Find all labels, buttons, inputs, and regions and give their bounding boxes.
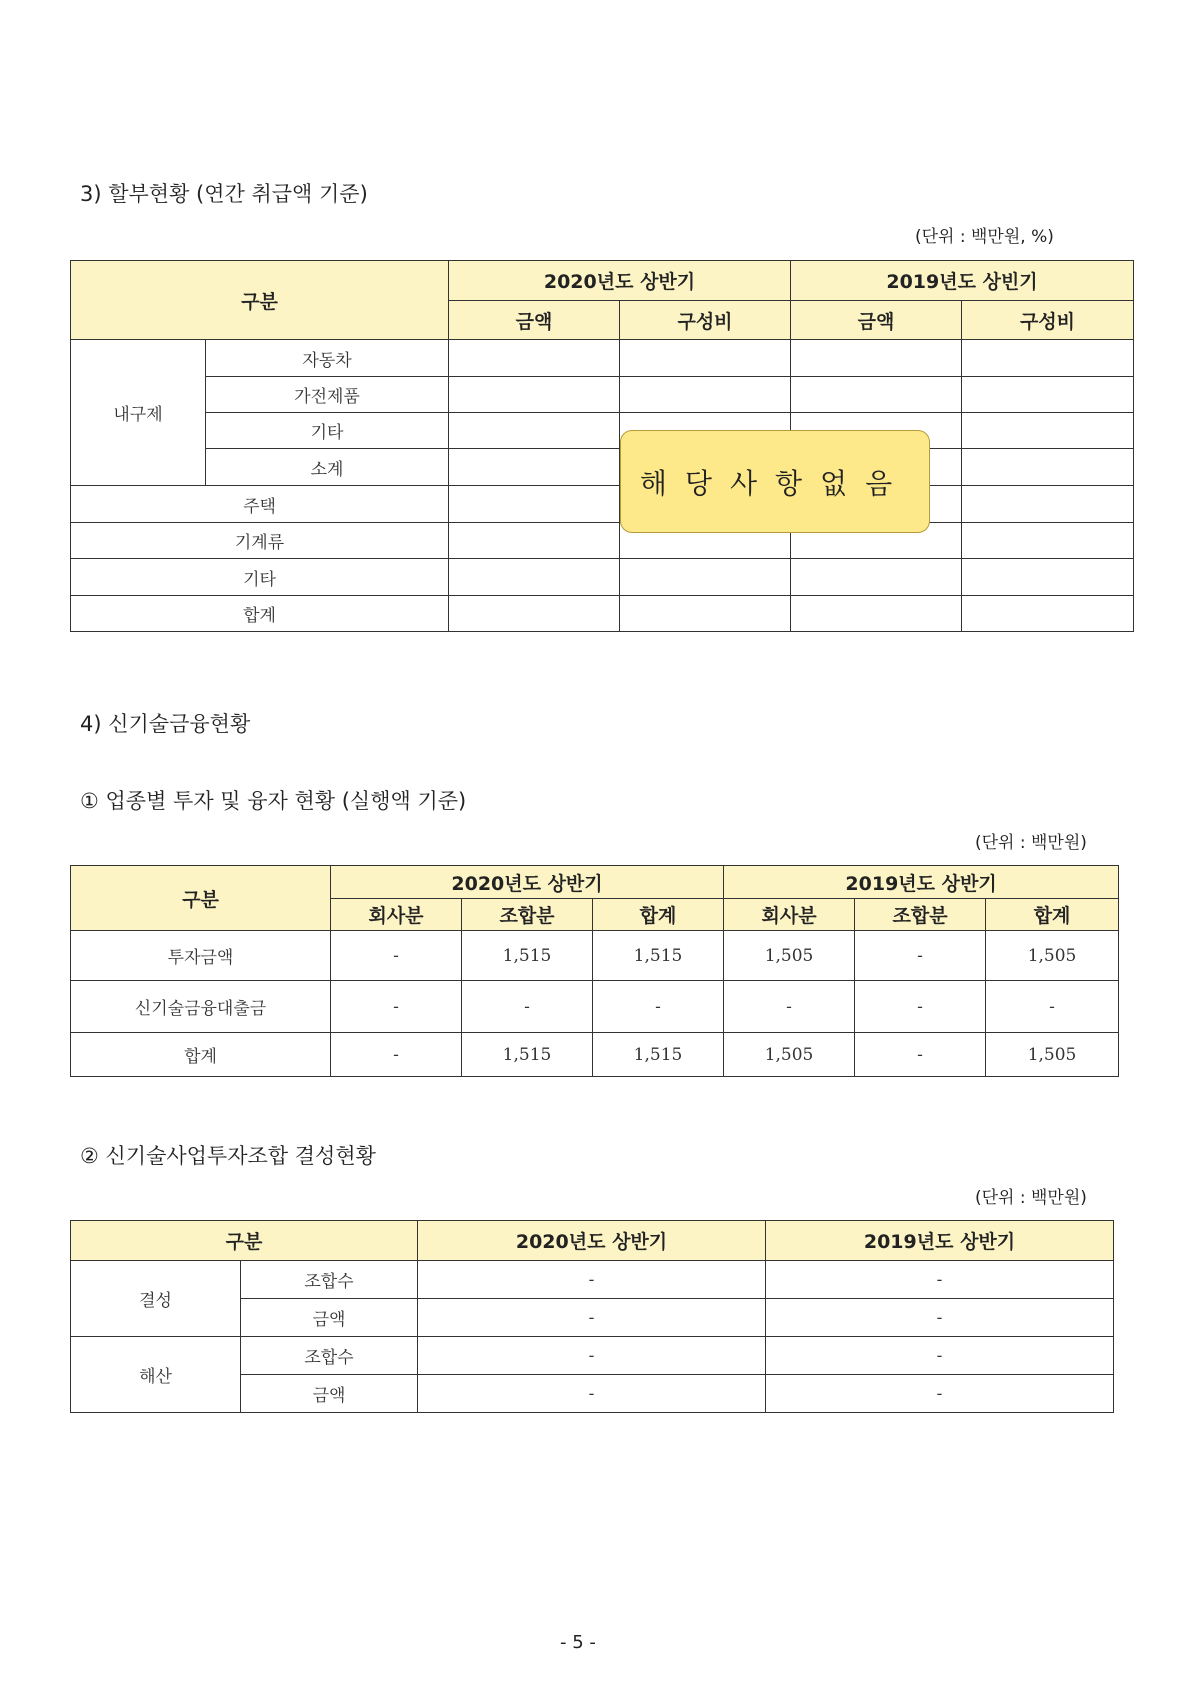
- cell-value: 1,505: [724, 1033, 855, 1077]
- header-2020: 2020년도 상반기: [418, 1221, 766, 1261]
- header-amount-2019: 금액: [791, 301, 962, 340]
- section4-title: 4) 신기술금융현황: [80, 712, 251, 736]
- cell-value: 1,515: [593, 1033, 724, 1077]
- row-label-count: 조합수: [241, 1261, 418, 1299]
- cell-value: -: [855, 931, 986, 981]
- cell-value: -: [418, 1375, 766, 1413]
- header-gubun: 구분: [71, 1221, 418, 1261]
- cell-value: -: [418, 1261, 766, 1299]
- cell-value: -: [418, 1337, 766, 1375]
- table-row: [71, 931, 1119, 981]
- row-label: 합계: [71, 1033, 331, 1077]
- header-2019: 2019년도 상빈기: [791, 261, 1134, 301]
- row-label-count: 조합수: [241, 1337, 418, 1375]
- header-gubun: 구분: [71, 261, 449, 340]
- row-label-housing: 주택: [71, 486, 449, 523]
- row-label: 투자금액: [71, 931, 331, 981]
- cell-value: 1,505: [986, 1033, 1119, 1077]
- row-label-amount: 금액: [241, 1299, 418, 1337]
- row-label-car: 자동차: [206, 340, 449, 377]
- cell-value: -: [766, 1337, 1114, 1375]
- header-company-2020: 회사분: [331, 899, 462, 931]
- cell-value: 1,505: [724, 931, 855, 981]
- sub2-unit: (단위 : 백만원): [975, 1188, 1087, 1208]
- header-2019: 2019년도 상반기: [724, 866, 1119, 899]
- header-gubun: 구분: [71, 866, 331, 931]
- cell-value: -: [766, 1299, 1114, 1337]
- cell-value: -: [766, 1375, 1114, 1413]
- cell-value: -: [331, 931, 462, 981]
- cell-value: 1,515: [462, 931, 593, 981]
- installment-table: [70, 260, 1134, 632]
- header-2019: 2019년도 상반기: [766, 1221, 1114, 1261]
- row-label-appliance: 가전제품: [206, 377, 449, 413]
- row-group-dissolved: 해산: [71, 1337, 241, 1413]
- header-sum-2019: 합계: [986, 899, 1119, 931]
- sub1-title: ① 업종별 투자 및 융자 현황 (실행액 기준): [80, 789, 467, 813]
- sub2-title: ② 신기술사업투자조합 결성현황: [80, 1144, 376, 1168]
- row-label-other: 기타: [206, 413, 449, 449]
- cell-value: -: [418, 1299, 766, 1337]
- header-ratio-2019: 구성비: [962, 301, 1134, 340]
- sub1-unit: (단위 : 백만원): [975, 833, 1087, 853]
- row-label-other2: 기타: [71, 559, 449, 596]
- row-label: 신기술금융대출금: [71, 981, 331, 1033]
- header-amount-2020: 금액: [449, 301, 620, 340]
- cell-value: -: [855, 981, 986, 1033]
- fund-formation-table: [70, 1220, 1114, 1413]
- table-row: [71, 981, 1119, 1033]
- section3-title: 3) 할부현황 (연간 취급액 기준): [80, 182, 368, 206]
- cell-value: 1,505: [986, 931, 1119, 981]
- page-number: - 5 -: [560, 1632, 596, 1653]
- table-row: [71, 1033, 1119, 1077]
- cell-value: -: [462, 981, 593, 1033]
- row-label-amount: 금액: [241, 1375, 418, 1413]
- header-sum-2020: 합계: [593, 899, 724, 931]
- row-group-durable: 내구제: [71, 340, 206, 486]
- not-applicable-stamp: 해당사항없음: [620, 430, 930, 533]
- row-label-total: 합계: [71, 596, 449, 632]
- cell-value: -: [331, 1033, 462, 1077]
- cell-value: 1,515: [593, 931, 724, 981]
- header-2020: 2020년도 상반기: [331, 866, 724, 899]
- cell-value: -: [766, 1261, 1114, 1299]
- cell-value: -: [855, 1033, 986, 1077]
- cell-value: -: [724, 981, 855, 1033]
- cell-value: -: [593, 981, 724, 1033]
- section3-unit: (단위 : 백만원, %): [915, 227, 1054, 247]
- row-group-formed: 결성: [71, 1261, 241, 1337]
- header-ratio-2020: 구성비: [620, 301, 791, 340]
- cell-value: -: [331, 981, 462, 1033]
- row-label-machinery: 기계류: [71, 523, 449, 559]
- header-fund-2019: 조합분: [855, 899, 986, 931]
- cell-value: -: [986, 981, 1119, 1033]
- header-company-2019: 회사분: [724, 899, 855, 931]
- investment-table: [70, 865, 1119, 1077]
- row-label-subtotal: 소계: [206, 449, 449, 486]
- header-fund-2020: 조합분: [462, 899, 593, 931]
- cell-value: 1,515: [462, 1033, 593, 1077]
- header-2020: 2020년도 상반기: [449, 261, 791, 301]
